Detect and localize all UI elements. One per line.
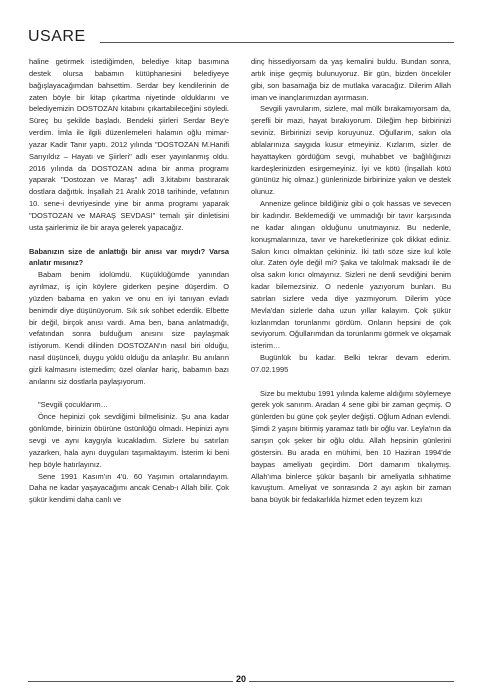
paragraph: Sevgili yavrularım, sizlere, mal mülk bırakamıyorsam da, şerefli bir mazi, hayat bırakıyorum. Dileğim hep birbirinizi seviniz. Birbirinizi sevip koruyunuz. Oğullarım, sakın ola ablalarınıza saygıda kusur etmeyiniz. Kızlarım, sizler de hayattayken gördüğüm sevgi, muhabbet ve bağlılığınızı kardeşlerinizden esirgemeyiniz. İyi ve kötü (İnşallah kötü gününüz hiç olmaz.) günlerinizde birbirinize yakın ve destek olunuz. <box>251 104 451 197</box>
paragraph: "Sevgili çocuklarım… <box>38 400 109 410</box>
paragraph: dinç hissediyorsam da yaş kemalini buldu. Bundan sonra, artık inişe geçmiş bulunuyoruz. Bir gün, bizden öncekiler gibi, son basamağa biz de mutlaka varacağız. Dilerim Allah iman ve inançlarımızdan ayırmasın. <box>251 57 451 102</box>
header-rule <box>100 42 454 43</box>
page-number: 20 <box>233 674 249 684</box>
page-header <box>28 27 454 49</box>
paragraph-gap <box>251 376 451 388</box>
paragraph-gap <box>29 234 229 246</box>
paragraph: Annenize gelince bildiğiniz gibi o çok hassas ve sevecen bir kadındır. Beklemediği ve ummadığı bir tavır karşısında ne kadar alıngan olduğunu unutmayınız. Bu nedenle, konuşmalarınıza, tavır ve hareketlerinize çok dikkat ediniz. Sakın kırıcı olmaktan çekininiz. İki tatlı söze size kul köle olur. Zaten öyle değil mi? Şaka ve takılmak maksadı ile de olsa sakın kırıcı olmayınız. Sizleri ne denli sevdiğini benim kadar bilemezsiniz. O nedenle yazıyorum bunları. Bu satırları sizlere veda diye yazmıyorum. Dilerim yüce Mevla'dan sizlerle daha uzun yıllar kalayım. Çok şükür kızlarımdan torunlarımı gördüm. Onların hepsini de çok seviyorum. Oğullarımdan da torunlarımı görmek ve okşamak isterim… <box>251 199 451 351</box>
magazine-title: USARE <box>28 28 86 45</box>
paragraph: Sene 1991 Kasım'ın 4'ü. 60 Yaşımın ortalarındayım. Daha ne kadar yaşayacağımı ancak Cenab-ı Allah bilir. Çok şükür kendimi daha canlı ve <box>29 471 229 505</box>
right-column <box>251 56 451 506</box>
left-column <box>29 56 229 506</box>
paragraph: Size bu mektubu 1991 yılında kaleme aldığımı söylemeye gerek yok sanırım. Aradan 4 sene gibi bir zaman geçmiş. O günlerden bu güne çok şeyler değişti. Oğlum Adnan evlendi. Şimdi 2 yaşını bitirmiş yaramaz tatlı bir oğlu var. Leyla'nın da sarışın çok şeker bir oğlu oldu. Allah hepsinin günlerini göstersin. Bu arada en mühimi, ben 10 Haziran 1994'de baypas ameliyatı geçirdim. Dört damarım tıkalıymış. Allah'ıma binlerce şükür başarılı bir ameliyatla sıhhatime kavuştum. Ameliyat ve sonrasında 2 ayı aşkın bir zaman bana büyük bir fedakarlıkla hizmet eden teyzem kızı <box>251 388 451 505</box>
paragraph: Bugünlük bu kadar. Belki tekrar devam ederim. 07.02.1995 <box>251 353 451 374</box>
paragraph: Önce hepinizi çok sevdiğimi bilmelisiniz. Şu ana kadar gönlümde, birinizin öbürüne üstünlüğü olmadı. Hepinizi aynı sevgi ve aynı kaygıyla kucakladım. Sizlere bu satırları yazarken, hala aynı duyguları taşımaktayım. İsterim ki beni hep böyle hatırlayınız. <box>29 412 229 469</box>
paragraph-gap <box>29 388 229 400</box>
paragraph: haline getirmek istediğimden, belediye kitap basımına destek olursa babamın kütüphanesini belediyeye bağışlayacağımdan bahsettim. Serdar bey kendilerinin de zaten böyle bir kitap çıkartma niyetinde olduklarını ve belediyemizin DOSTOZAN kitabını çıkartabileceğini söyledi. Süreç bu şekilde başladı. Bendeki şiirleri Serdar Bey'e verdim. İmla ile ilgili düzenlemeleri halamın oğlu mimar-yazar Kadir Tanır yaptı. 2012 yılında "DOSTOZAN M.Hanifi Sarıyıldız – Hayatı ve Şiirleri" adlı eser yayınlanmış oldu. 2016 yılında da DOSTOZAN adına bir anma programı yaparak "Dostozan ve Maraş" adlı 3.kitabını bastırarak dostlara dağıttık. İnşallah 21 Aralık 2018 tarihinde, vefatının 10. sene-i devriyesinde yine bir anma programı yaparak "DOSTOZAN ve MARAŞ SEVDASI" temalı şiir dinletisini usta şairlerimiz ile bir araya gelerek yapacağız. <box>29 57 229 232</box>
paragraph: Babam benim idolümdü. Küçüklüğümde yanından ayrılmaz, iş için köylere giderken peşine düşerdim. O yüzden babama en yakın ve onu en iyi tanıyan evladı benimdir diye düşünüyorum. Sık sık sohbet ederdik. Elbette bir değil, birçok anısı vardı. Ama ben, bana anlatmadığı, vefatından sonra bulduğum anısını size paylaşmak istiyorum. Kendi dilinden DOSTOZAN'ın nasıl biri olduğu, nasıl düşünceli, duygu yüklü olduğu da anlaşılır. Bu anıların gizli kalmasını istemedim; özel olanlar hariç, babamın bazı anılarını siz dostlarla paylaşıyorum. <box>29 270 229 386</box>
interview-question: Babanızın size de anlattığı bir anısı var mıydı? Varsa anlatır mısınız? <box>29 246 229 268</box>
